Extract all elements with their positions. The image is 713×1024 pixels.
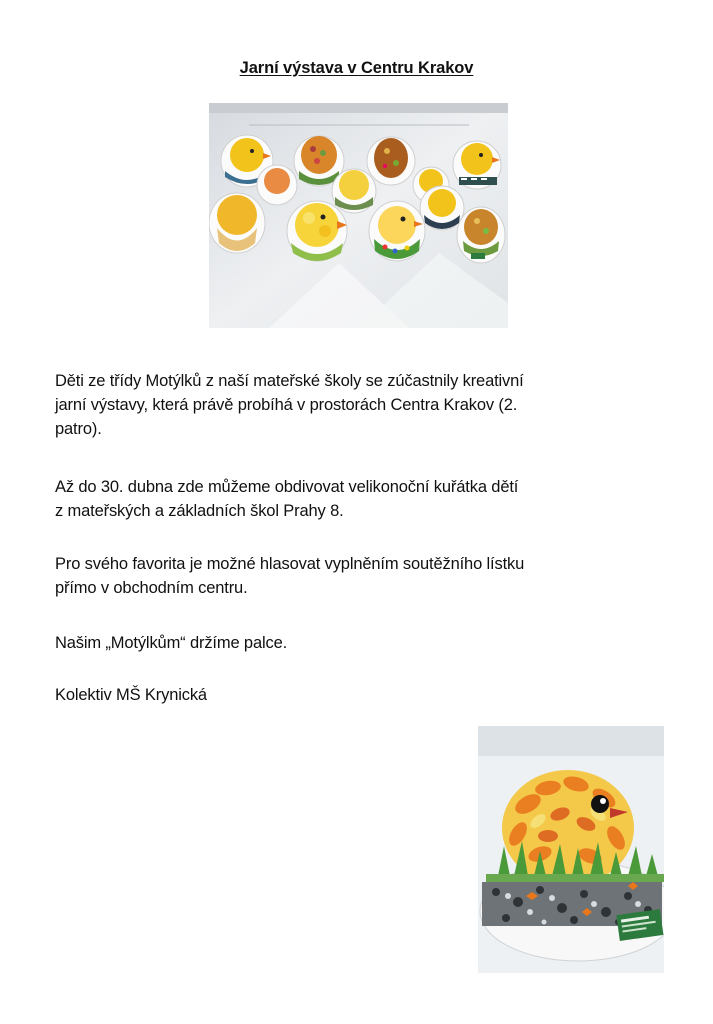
- chick-artwork-photo: [478, 726, 664, 973]
- text-line: přímo v obchodním centru.: [55, 579, 248, 597]
- document-title: Jarní výstava v Centru Krakov: [239, 59, 474, 77]
- text-line: Děti ze třídy Motýlků z naší mateřské školy se zúčastnily kreativní: [55, 372, 524, 390]
- text-line: Kolektiv MŠ Krynická: [55, 686, 207, 704]
- signature: [55, 683, 665, 707]
- paragraph-intro: [55, 369, 665, 441]
- paragraph-voting: [55, 552, 665, 600]
- text-line: Pro svého favorita je možné hlasovat vyplněním soutěžního lístku: [55, 555, 525, 573]
- paragraph-dates: [55, 475, 665, 523]
- text-line: Až do 30. dubna zde můžeme obdivovat velikonoční kuřátka dětí: [55, 478, 519, 496]
- text-line: patro).: [55, 420, 102, 438]
- exhibition-wall-photo: [209, 103, 508, 328]
- text-line: Našim „Motýlkům“ držíme palce.: [55, 634, 288, 652]
- text-line: z mateřských a základních škol Prahy 8.: [55, 502, 344, 520]
- text-line: jarní výstavy, která právě probíhá v prostorách Centra Krakov (2.: [55, 396, 518, 414]
- paragraph-cheer: [55, 631, 665, 655]
